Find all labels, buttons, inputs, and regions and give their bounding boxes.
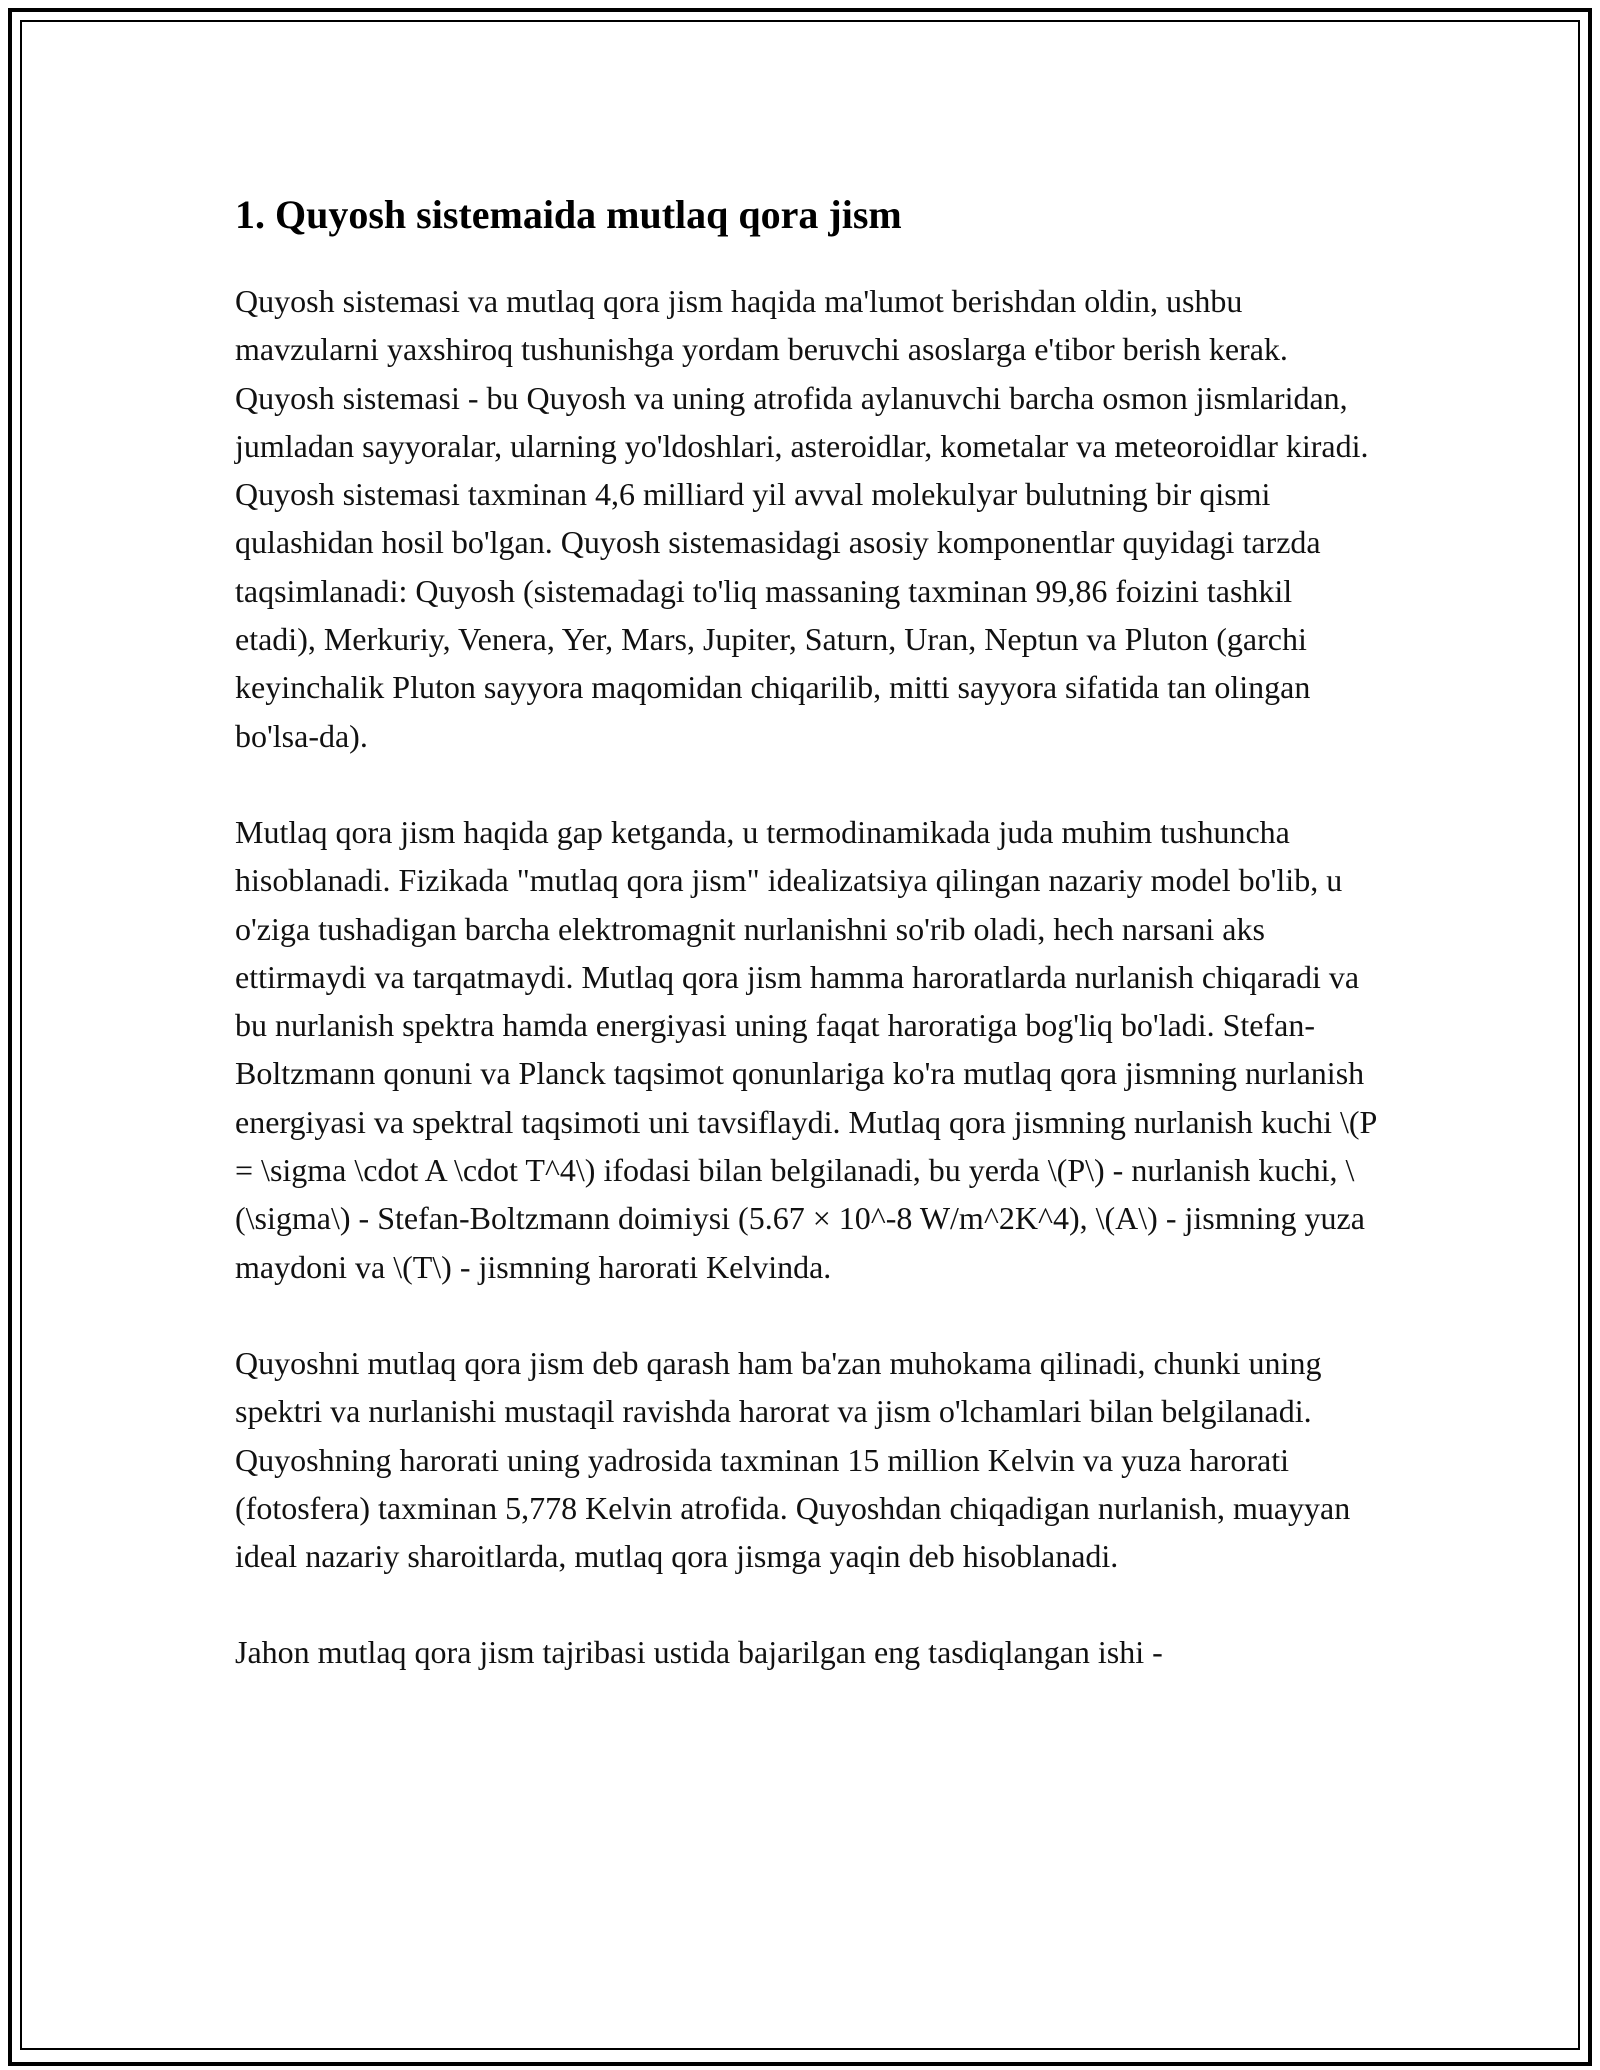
paragraph-black-body: Mutlaq qora jism haqida gap ketganda, u termodinamikada juda muhim tushuncha hisoblanadi. Fizikada "mutlaq qora jism" idealizatsiya qilingan nazariy model bo'lib, u o'ziga tushadigan barcha elektromagnit nurlanishni so'rib oladi, hech narsani aks ettirmaydi va tarqatmaydi. Mutlaq qora jism hamma haroratlarda nurlanish chiqaradi va bu nurlanish spektra hamda energiyasi uning faqat haroratiga bog'liq bo'ladi. Stefan-Boltzmann qonuni va Planck taqsimot qonunlariga ko'ra mutlaq qora jismning nurlanish energiyasi va spektral taqsimoti uni tavsiflaydi. Mutlaq qora jismning nurlanish kuchi \(P = \sigma \cdot A \cdot T^4\) ifodasi bilan belgilanadi, bu yerda \(P\) - nurlanish kuchi, \(\sigma\) - Stefan-Boltzmann doimiysi (5.67 × 10^-8 W/m^2K^4), \(A\) - jismning yuza maydoni va \(T\) - jismning harorati Kelvinda. bbox=[235, 813, 1377, 1285]
section-heading: 1. Quyosh sistemaida mutlaq qora jism bbox=[235, 192, 902, 237]
document-body bbox=[235, 183, 1380, 1725]
paragraph-sun-as-black-body: Quyoshni mutlaq qora jism deb qarash ham ba'zan muhokama qilinadi, chunki uning spektri va nurlanishi mustaqil ravishda harorat va jism o'lchamlari bilan belgilanadi. Quyoshning harorati uning yadrosida taxminan 15 million Kelvin va yuza harorati (fotosfera) taxminan 5,778 Kelvin atrofida. Quyoshdan chiqadigan nurlanish, muayyan ideal nazariy sharoitlarda, mutlaq qora jismga yaqin deb hisoblanadi. bbox=[235, 1344, 1351, 1575]
paragraph-solar-system: Quyosh sistemasi va mutlaq qora jism haqida ma'lumot berishdan oldin, ushbu mavzularni yaxshiroq tushunishga yordam beruvchi asoslarga e'tibor berish kerak. Quyosh sistemasi - bu Quyosh va uning atrofida aylanuvchi barcha osmon jismlaridan, jumladan sayyoralar, ularning yo'ldoshlari, asteroidlar, kometalar va meteoroidlar kiradi. Quyosh sistemasi taxminan 4,6 milliard yil avval molekulyar bulutning bir qismi qulashidan hosil bo'lgan. Quyosh sistemasidagi asosiy komponentlar quyidagi tarzda taqsimlanadi: Quyosh (sistemadagi to'liq massaning taxminan 99,86 foizini tashkil etadi), Merkuriy, Venera, Yer, Mars, Jupiter, Saturn, Uran, Neptun va Pluton (garchi keyinchalik Pluton sayyora maqomidan chiqarilib, mitti sayyora sifatida tan olingan bo'lsa-da). bbox=[235, 283, 1369, 754]
paragraph-experiments: Jahon mutlaq qora jism tajribasi ustida bajarilgan eng tasdiqlangan ishi - bbox=[235, 1634, 1163, 1671]
